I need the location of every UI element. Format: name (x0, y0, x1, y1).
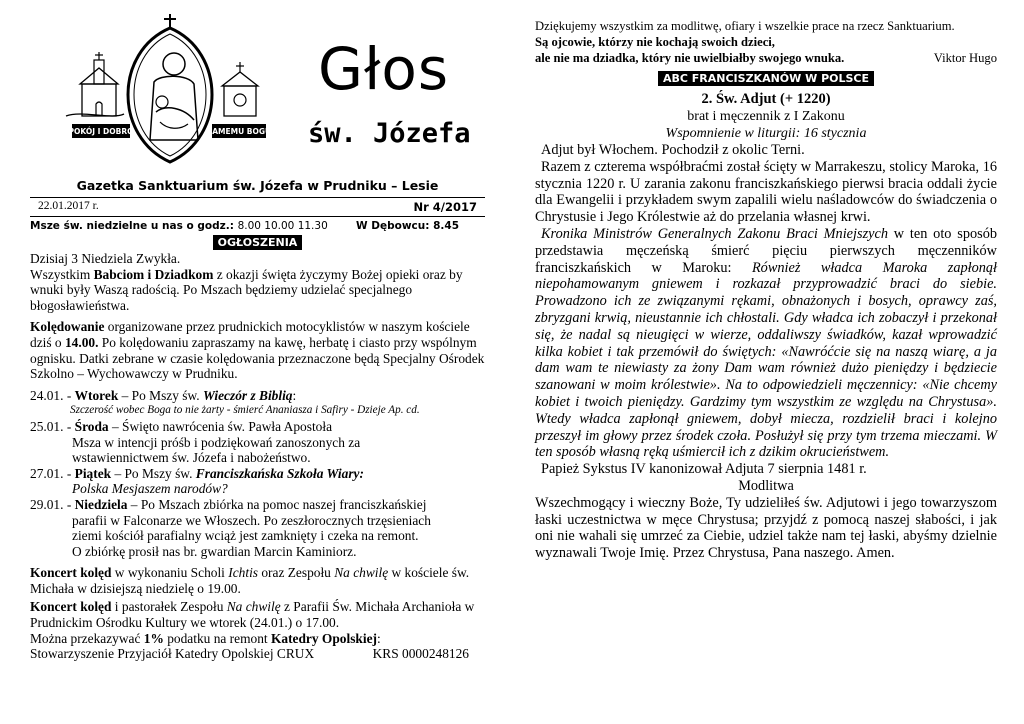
issue-number: Nr 4/2017 (413, 200, 477, 214)
announcement-grandparents (30, 267, 485, 314)
event-date: 29.01. - (30, 496, 75, 512)
right-column (535, 18, 997, 562)
krs-number: KRS 0000248126 (372, 646, 469, 662)
text-span: w kościele św. Michała w dzisiejszą niedzielę o 19.00. (30, 565, 470, 596)
mass-times-value: 8.00 10.00 11.30 (237, 220, 328, 232)
text-span: podatku na remont (163, 630, 271, 646)
event-sunday-line3: O zbiórkę prosił nas br. gwardian Marcin Kaminiorz. (72, 543, 357, 559)
event-date: 27.01. - (30, 465, 75, 481)
text-span: w wykonaniu Scholi (111, 565, 229, 581)
event-day: Piątek (74, 465, 112, 481)
event-tuesday (30, 388, 485, 404)
text-span: Wszystkim (30, 266, 94, 282)
announcement-tax (30, 631, 485, 647)
text-span: – Po Mszach zbiórka na pomoc naszej franciszkańskiej (127, 496, 427, 512)
text-span: z okazji święta życzymy Bożej opieki oraz by wnuki były Waszą radością. Po Mszach będziemy udzielać specjalnego błogosławieństwa. (30, 266, 463, 313)
thanks-note: Dziękujemy wszystkim za modlitwę, ofiary i wszelkie prace na rzecz Sanktuarium. (535, 19, 955, 33)
emblem-right-motto: SAMEMU BOGU (206, 127, 272, 136)
event-date: 24.01. - (30, 387, 75, 403)
text-bold: 14.00. (64, 334, 99, 350)
text-span: : (292, 387, 297, 403)
text-span: – Po Mszy św. (118, 387, 203, 403)
event-date: 25.01. - (30, 418, 75, 434)
event-wednesday (30, 419, 485, 435)
quote-line-2-row (535, 50, 997, 66)
saint-memorial: Wspomnienie w liturgii: 16 stycznia (665, 126, 867, 141)
abc-header: ABC FRANCISZKANÓW W POLSCE (658, 71, 874, 86)
text-span: w ten oto sposób przedstawia męczeńską śmierć pięciu pierwszych męczenników franciszkańskich w Maroku: (535, 225, 997, 276)
announcement-krs (30, 646, 485, 662)
quote-author: Viktor Hugo (933, 51, 997, 65)
event-day: Wtorek (74, 387, 119, 403)
association-name: Stowarzyszenie Przyjaciół Katedry Opolskiej CRUX (30, 646, 315, 662)
announcements-header-bar (30, 233, 485, 251)
event-sunday-line1: parafii w Falconarze we Włoszech. Po zeszłorocznych trzęsieniach (72, 512, 431, 528)
mass-times (30, 220, 485, 232)
text-span: i pastorałek Zespołu (111, 599, 227, 615)
event-wednesday-line1: Msza w intencji próśb i podziękowań zanoszonych za (72, 434, 361, 450)
announcement-concert-1 (30, 565, 485, 596)
saint-title: 2. Św. Adjut (+ 1220) (701, 91, 831, 107)
event-sunday-line2: ziemi kościół parafialny wciąż jest zamknięty i czeka na remont. (72, 528, 419, 544)
text-italic: Na chwilę (334, 565, 389, 581)
mass-times-sunday (30, 220, 328, 232)
quote-line-2: ale nie ma dziadka, który nie uwielbiałby swojego wnuka. (535, 51, 845, 65)
event-wednesday-line2: wstawiennictwem św. Józefa i nabożeństwo. (72, 450, 311, 466)
announcement-sunday: Dzisiaj 3 Niedziela Zwykła. (30, 251, 181, 266)
event-friday-topic: Polska Mesjaszem narodów? (72, 481, 228, 497)
text-span: oraz Zespołu (258, 565, 335, 581)
emblem-left-motto: POKÓJ I DOBRO (68, 127, 134, 136)
event-friday (30, 466, 485, 482)
text-bold: Babciom i Dziadkom (93, 266, 214, 282)
announcement-caroling (30, 319, 485, 381)
text-bold: Katedry Opolskiej (270, 630, 377, 646)
text-bold: 1% (143, 630, 164, 646)
chronicle-quote: Również władca Maroka zapłonął niepohamowanym gniewem i rozkazał przyprowadzić braci do siebie. Prowadzono ich ze związanymi rękami, obnażonych i bosych, oprawcy zaś, zbryzgani krwią, nieustannie ich chłostali. Gdy władca ich zobaczył i przekonał się, że nadal są nieugięci w wierze, oddaliwszy świadków, kazał wprowadzić kilka kobiet i tak przemówił do świętych: «Nawróćcie się na naszą wiarę, a ja dam wam te niewiasty za żony Dam wam również dużo pieniędzy i będziecie szanowani w moim królestwie». Na to odpowiedzieli męczennicy: «Nie chcemy kobiet i twoich pieniędzy. Gardzimy tym wszystkim ze względu na Chrystusa». Wtedy władca zapłonął gniewem, dobył miecza, rozdzielił braci i kolejno przeszył im głowy przez środek czoła. Posłużył się przy tym trzema mieczami. W ten sposób własną ręką uśmiercił ich z dzikim okrucieństwem. (535, 259, 997, 461)
text-italic: Na chwilę (226, 599, 281, 615)
text-span: organizowane przez prudnickich motocyklistów w naszym kościele dziś o (30, 319, 470, 350)
text-bold: Koncert kolęd (30, 599, 112, 615)
issue-date: 22.01.2017 r. (38, 200, 99, 212)
saint-martyrdom: Razem z czterema współbraćmi został ścięty w Marrakeszu, stolicy Maroka, 16 stycznia 1220 r. U zarania zakonu franciszkańskiego pierwsi bracia oddali życie dla Ewangelii i przykładem swym zapalili wielu naśladowców do świadczenia o Chrystusie i Jego Królestwie aż do przelania własnej krwi. (535, 158, 997, 226)
text-span: – Po Mszy św. (111, 465, 196, 481)
text-span: – Święto nawrócenia św. Pawła Apostoła (108, 418, 333, 434)
text-bold: Franciszkańska Szkoła Wiary: (195, 465, 364, 481)
abc-header-bar (535, 69, 997, 87)
event-sunday (30, 497, 485, 513)
events-list (30, 388, 485, 560)
text-span: Po kolędowaniu zapraszamy na kawę, herbatę i ciasto przy wspólnym ognisku. Datki zebrane w czasie kolędowania przeznaczone będą Specjalny Ośrodek Szkolno – Wychowawczy w Prudniku. (30, 334, 485, 382)
event-tuesday-topic: Szczerość wobec Boga to nie żarty - śmierć Ananiasza i Safiry - Dzieje Ap. cd. (70, 404, 420, 417)
prayer-title: Modlitwa (738, 477, 794, 494)
announcements-header: OGŁOSZENIA (213, 235, 303, 250)
newsletter-title-line2: św. Józefa (308, 118, 471, 149)
text-bold: Kolędowanie (30, 319, 105, 335)
event-day: Niedziela (74, 496, 128, 512)
quote-line-1: Są ojcowie, którzy nie kochają swoich dzieci, (535, 35, 775, 49)
announcement-concert-2 (30, 599, 485, 630)
text-bold: Wieczór z Biblią (202, 387, 293, 403)
event-day: Środa (74, 418, 109, 434)
prayer-text: Wszechmogący i wieczny Boże, Ty udzieliłeś św. Adjutowi i jego towarzyszom łaski uczestnictwa w męce Chrystusa; przyjdź z pomocą naszej słabości, i jak oni nie wahali się umrzeć za Ciebie, udziel także nam tej łaski, abyśmy dzielnie wyznawali Twoje Imię. Przez Chrystusa, Pana naszego. Amen. (535, 494, 997, 562)
saint-origin: Adjut był Włochem. Pochodził z okolic Terni. (541, 142, 805, 158)
mass-times-debowiec: W Dębowcu: 8.45 (356, 220, 459, 232)
chronicle-account (535, 226, 997, 461)
text-italic: Ichtis (228, 565, 258, 581)
text-bold: Koncert kolęd (30, 565, 112, 581)
text-span: Można przekazywać (30, 630, 144, 646)
newsletter-subtitle: Gazetka Sanktuarium św. Józefa w Prudniku – Lesie (76, 178, 439, 193)
sanctuary-emblem-icon (52, 12, 272, 172)
masthead (30, 12, 485, 172)
saint-subtitle: brat i męczennik z I Zakonu (687, 109, 845, 124)
text-span: z Parafii Św. Michała Archanioła w Prudnickim Ośrodku Kultury we wtorek (24.01.) o 17.00. (30, 599, 475, 631)
text-span: : (376, 630, 381, 646)
mass-label: Msze św. niedzielne u nas o godz.: (30, 220, 234, 232)
canonization: Papież Sykstus IV kanonizował Adjuta 7 sierpnia 1481 r. (541, 461, 867, 478)
issue-meta (30, 197, 485, 217)
newsletter-title: Głos (318, 35, 450, 103)
chronicle-title: Kronika Ministrów Generalnych Zakonu Braci Mniejszych (541, 225, 888, 242)
left-column (30, 12, 485, 662)
